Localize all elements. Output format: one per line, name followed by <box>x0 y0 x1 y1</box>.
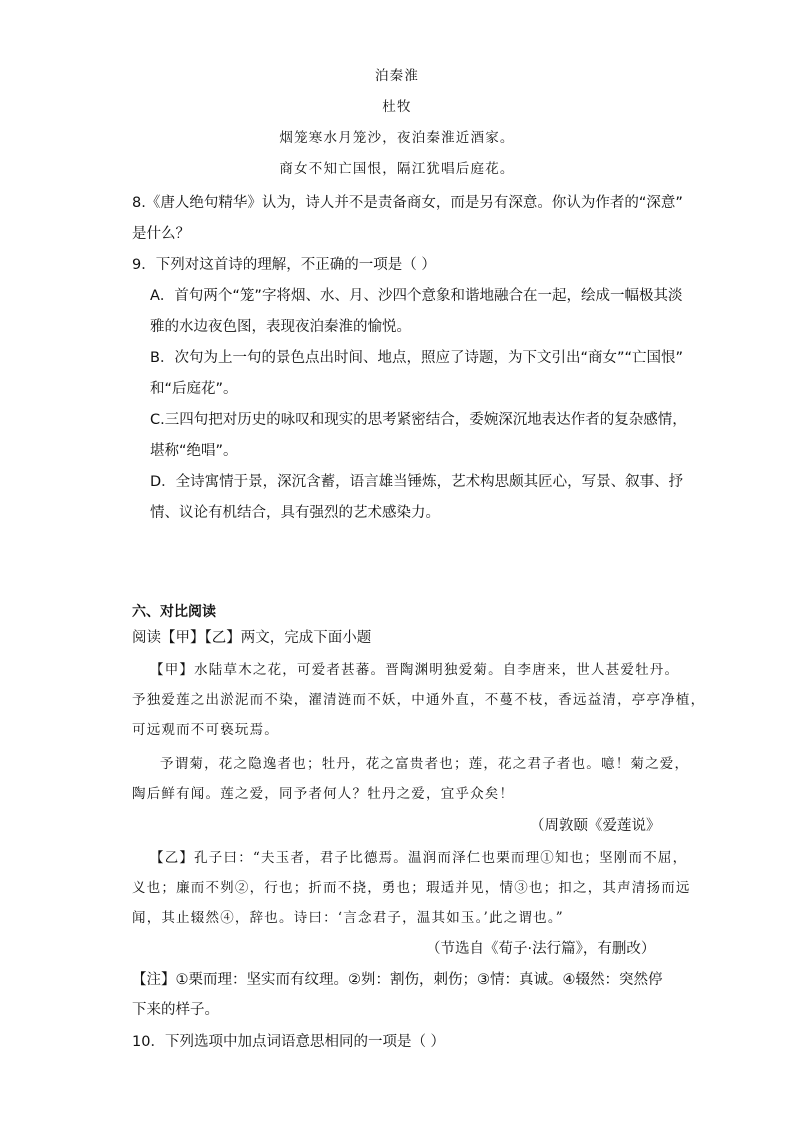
passage-yi-line-1: 【乙】孔子曰：“夫玉者，君子比德焉。温润而泽仁也栗而理①知也；坚刚而不屈， <box>150 850 688 866</box>
question-9-option-c-line-1: C.三四句把对历史的咏叹和现实的思考紧密结合，委婉深沉地表达作者的复杂感情， <box>150 412 687 428</box>
poem-line-1: 烟笼寒水月笼沙，夜泊秦淮近酒家。 <box>279 130 515 146</box>
poem-author: 杜牧 <box>382 99 412 115</box>
question-9-option-b-line-1: B．次句为上一句的景色点出时间、地点，照应了诗题，为下文引出“商女”“亡国恨” <box>150 350 683 366</box>
question-9-option-d-line-1: D．全诗寓情于景，深沉含蓄，语言雄当锤炼，艺术构思颇其匠心，写景、叙事、抒 <box>150 474 684 490</box>
question-9-option-a-line-2: 雅的水边夜色图，表现夜泊秦淮的愉悦。 <box>150 319 411 335</box>
question-8-line-2: 是什么？ <box>132 226 190 242</box>
question-8-line-1: 8.《唐人绝句精华》认为，诗人并不是责备商女，而是另有深意。你认为作者的“深意” <box>132 195 683 211</box>
question-9-option-a-line-1: A．首句两个“笼”字将烟、水、月、沙四个意象和谐地融合在一起，绘成一幅极其淡 <box>150 288 683 304</box>
section-instruction: 阅读【甲】【乙】两文，完成下面小题 <box>132 630 372 646</box>
question-10-stem: 10．下列选项中加点词语意思相同的一项是（ ） <box>132 1034 446 1050</box>
passage-jia-line-1: 【甲】水陆草木之花，可爱者甚蕃。晋陶渊明独爱菊。自李唐来，世人甚爱牡丹。 <box>150 662 680 678</box>
passage-jia-line-4: 予谓菊，花之隐逸者也；牡丹，花之富贵者也；莲，花之君子者也。噫！菊之爱， <box>160 756 690 772</box>
passage-jia-source: （周敦颐《爱莲说》 <box>530 818 661 834</box>
passage-yi-source: （节选自《荀子·法行篇》，有删改） <box>426 941 656 957</box>
annotation-line-2: 下来的样子。 <box>132 1002 219 1018</box>
question-9-option-c-line-2: 堪称“绝唱”。 <box>150 443 238 459</box>
question-9-option-d-line-2: 情、议论有机结合，具有强烈的艺术感染力。 <box>150 505 440 521</box>
section-heading: 六、对比阅读 <box>132 604 216 620</box>
annotation-line-1: 【注】①栗而理：坚实而有纹理。②刿：割伤，刺伤；③情：真诚。④辍然：突然停 <box>132 972 663 988</box>
question-9-option-b-line-2: 和“后庭花”。 <box>150 381 238 397</box>
poem-line-2: 商女不知亡国恨，隔江犹唱后庭花。 <box>279 161 515 177</box>
passage-jia-line-5: 陶后鲜有闻。莲之爱，同予者何人？牡丹之爱，宜乎众矣！ <box>132 786 515 802</box>
question-9-stem: 9．下列对这首诗的理解，不正确的一项是（ ） <box>132 257 436 273</box>
passage-jia-line-2: 予独爱莲之出淤泥而不染，濯清涟而不妖，中通外直，不蔓不枝，香远益清，亭亭净植， <box>132 692 706 708</box>
passage-yi-line-3: 闻，其止辍然④，辞也。诗曰：‘言念君子，温其如玉。’此之谓也。” <box>132 910 564 926</box>
passage-jia-line-3: 可远观而不可亵玩焉。 <box>132 722 279 738</box>
poem-title: 泊秦淮 <box>374 68 420 84</box>
passage-yi-line-2: 义也；廉而不刿②，行也；折而不挠，勇也；瑕适并见，情③也；扣之，其声清扬而远 <box>132 880 691 896</box>
